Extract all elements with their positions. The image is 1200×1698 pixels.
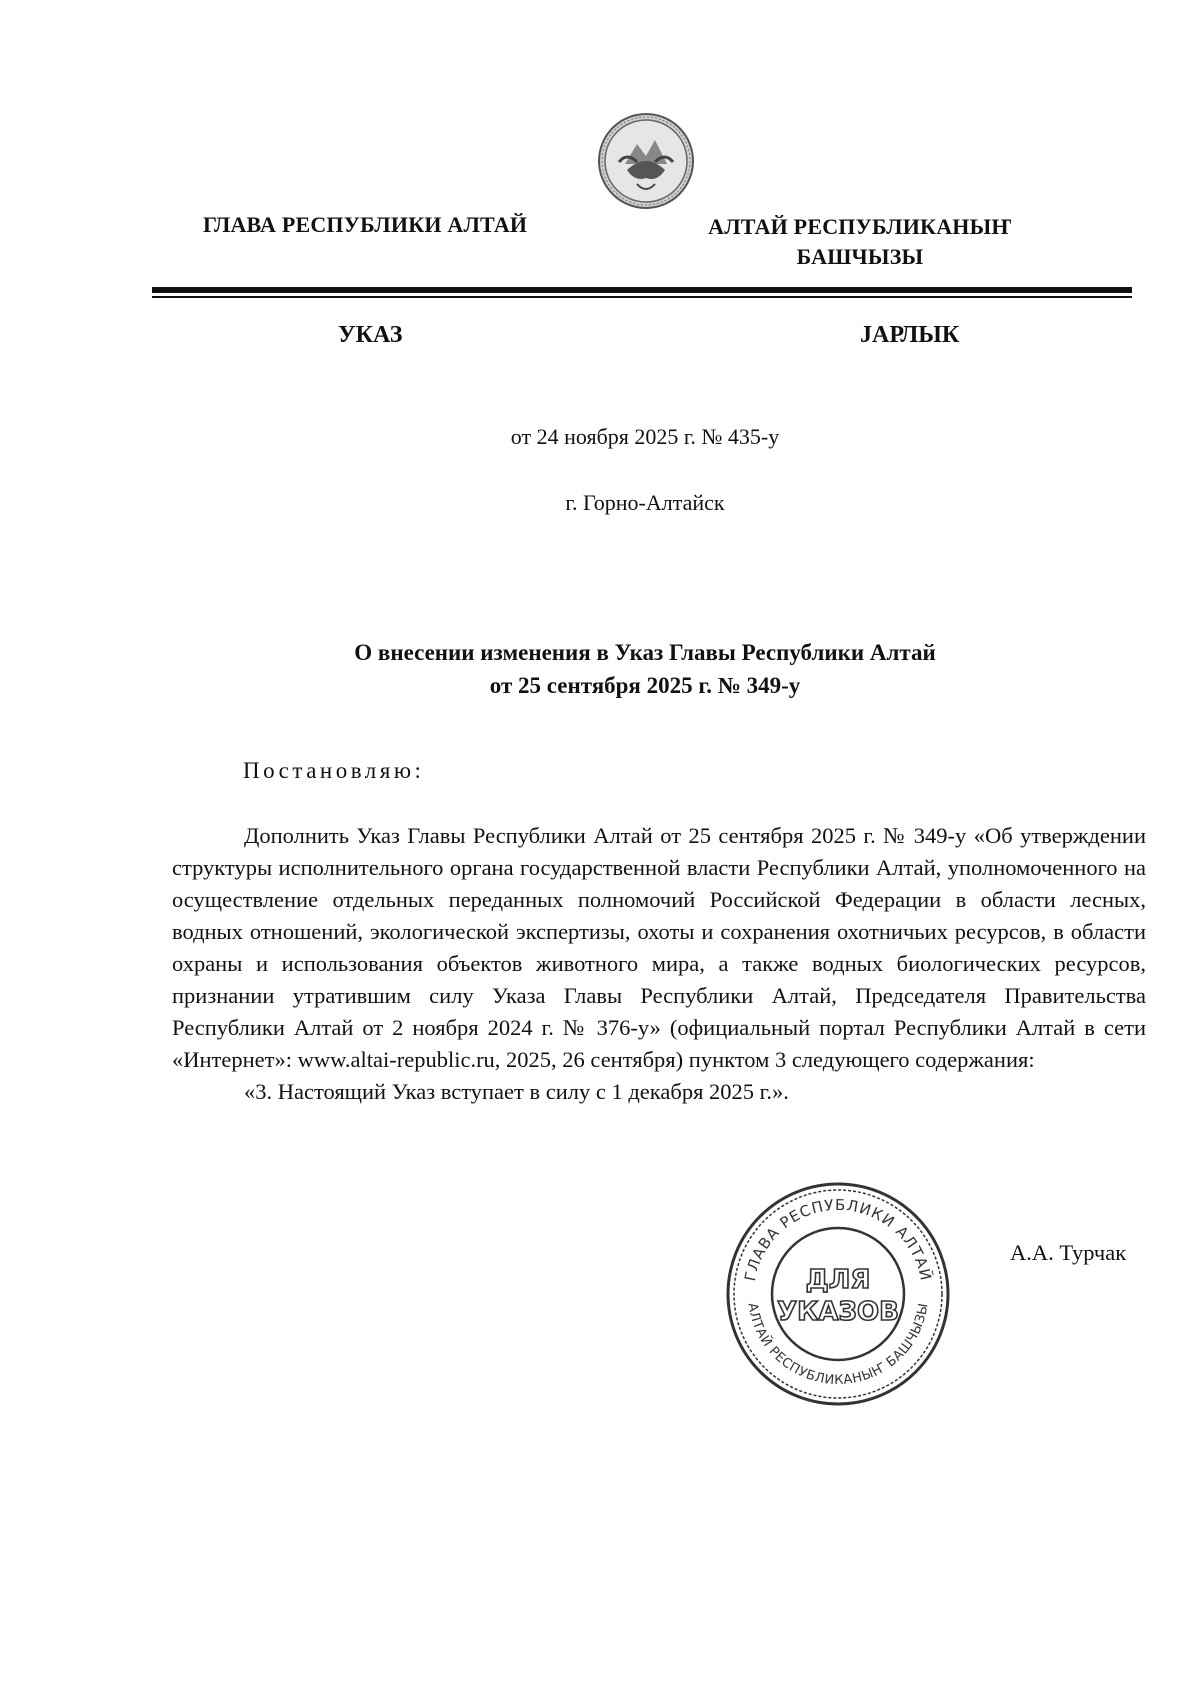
title-line2: от 25 сентября 2025 г. № 349-у (489, 673, 801, 698)
date-line: от 24 ноября 2025 г. № 435-у (510, 424, 780, 449)
stamp-text-top: ГЛАВА РЕСПУБЛИКИ АЛТАЙ (741, 1195, 936, 1283)
stamp-text-bottom: АЛТАЙ РЕСПУБЛИКАНЫҤ БАШЧЫЗЫ (744, 1301, 932, 1389)
title-line1: О внесении изменения в Указ Главы Республики Алтай (354, 640, 936, 665)
city-line: г. Горно-Алтайск (565, 490, 725, 515)
header-right-line2: БАШЧЫЗЫ (796, 244, 924, 269)
stamp-center-line2: УКАЗОВ (777, 1297, 899, 1327)
header-divider-thick (152, 287, 1132, 293)
document-body (172, 820, 1146, 1108)
stamp-center-line1: ДЛЯ (805, 1265, 871, 1295)
header-left-title: ГЛАВА РЕСПУБЛИКИ АЛТАЙ (203, 212, 528, 237)
official-seal-icon (724, 1180, 952, 1408)
header-right-title (680, 212, 1040, 272)
decree-word: Постановляю: (243, 758, 425, 783)
signature-name: А.А. Турчак (1010, 1240, 1127, 1265)
doc-kind-right: ЈАРЛЫК (860, 322, 960, 348)
doc-kind-left: УКАЗ (338, 322, 403, 348)
document-title (0, 636, 1200, 702)
body-paragraph-1: Дополнить Указ Главы Республики Алтай от 25 сентября 2025 г. № 349-у «Об утверждении структуры исполнительного органа государственной власти Республики Алтай, уполномоченного на осуществление отдельных переданных полномочий Российской Федерации в области лесных, водных отношений, экологической экспертизы, охоты и сохранения охотничьих ресурсов, в области охраны и использования объектов животного мира, а также водных биологических ресурсов, признании утратившим силу Указа Главы Республики Алтай, Председателя Правительства Республики Алтай от 2 ноября 2024 г. № 376-у» (официальный портал Республики Алтай в сети «Интернет»: www.altai-republic.ru, 2025, 26 сентября) пунктом 3 следующего содержания: (172, 823, 1146, 1072)
body-paragraph-2: «3. Настоящий Указ вступает в силу с 1 декабря 2025 г.». (244, 1079, 789, 1104)
header-right-line1: АЛТАЙ РЕСПУБЛИКАНЫҤ (708, 214, 1012, 239)
emblem-icon (597, 112, 695, 210)
header-divider-thin (152, 296, 1132, 298)
